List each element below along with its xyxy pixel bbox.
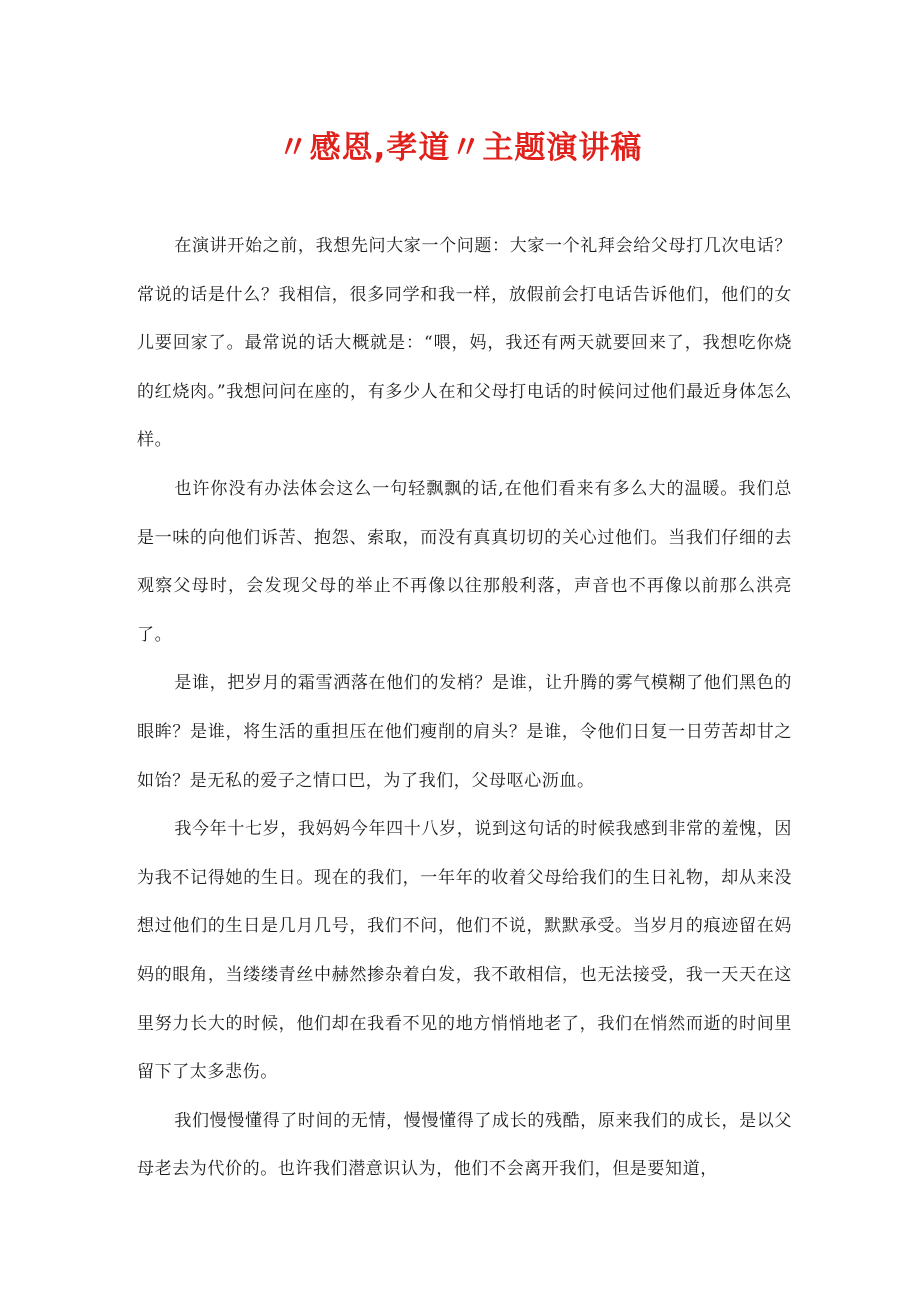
document-title: 〃感恩,孝道〃主题演讲稿: [277, 130, 643, 166]
paragraph: 我今年十七岁，我妈妈今年四十八岁，说到这句话的时候我感到非常的羞愧，因为我不记得她的生日。现在的我们，一年年的收着父母给我们的生日礼物，却从来没想过他们的生日是几月几号，我们不问，他们不说，默默承受。当岁月的痕迹留在妈妈的眼角，当缕缕青丝中赫然掺杂着白发，我不敢相信，也无法接受，我一天天在这里努力长大的时候，他们却在我看不见的地方悄悄地老了，我们在悄然而逝的时间里留下了太多悲伤。: [137, 819, 792, 1083]
paragraph: 也许你没有办法体会这么一句轻飘飘的话,在他们看来有多么大的温暖。我们总是一味的向他们诉苦、抱怨、索取，而没有真真切切的关心过他们。当我们仔细的去观察父母时，会发现父母的举止不再像以往那般利落，声音也不再像以前那么洪亮了。: [137, 478, 792, 645]
paragraph: 在演讲开始之前，我想先问大家一个问题：大家一个礼拜会给父母打几次电话？常说的话是什么？我相信，很多同学和我一样，放假前会打电话告诉他们，他们的女儿要回家了。最常说的话大概就是：“喂，妈，我还有两天就要回来了，我想吃你烧的红烧肉。”我想问问在座的，有多少人在和父母打电话的时候问过他们最近身体怎么样。: [137, 236, 792, 451]
paragraph: 我们慢慢懂得了时间的无情，慢慢懂得了成长的残酷，原来我们的成长，是以父母老去为代价的。也许我们潜意识认为，他们不会离开我们，但是要知道，: [137, 1110, 792, 1180]
document-body: [137, 222, 792, 1194]
paragraph: 是谁，把岁月的霜雪洒落在他们的发梢？是谁，让升腾的雾气模糊了他们黑色的眼眸？是谁，将生活的重担压在他们瘦削的肩头？是谁，令他们日复一日劳苦却甘之如饴？是无私的爱子之情口巴，为了我们，父母呕心沥血。: [137, 673, 792, 791]
